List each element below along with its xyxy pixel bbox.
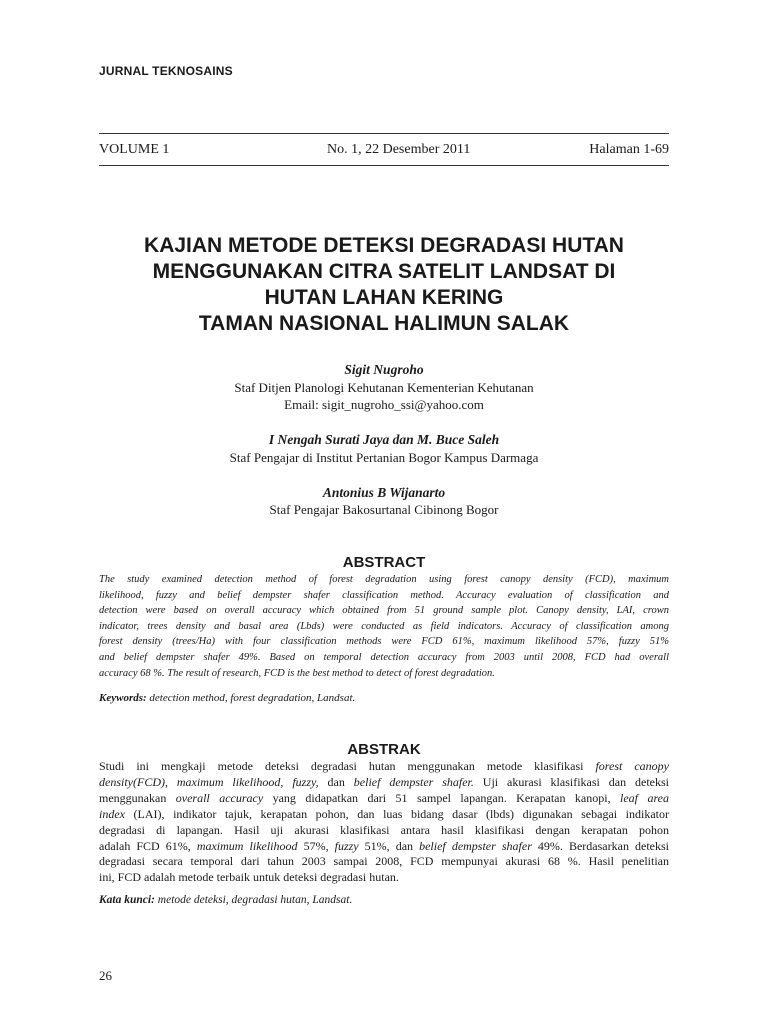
abstrak-line [99,823,669,839]
abstrak-term: leaf area [620,790,669,805]
kata-kunci-label: Kata kunci: [99,894,155,906]
abstract-line: accuracy 68 %. The result of research, FCD is the best method to detect of forest degradation. [99,667,495,679]
abstrak-term: maximum likelihood [196,838,298,853]
abstrak-line [99,854,669,870]
abstract-keywords [99,692,669,704]
abstrak-text: dan [318,774,354,789]
title-line: KAJIAN METODE DETEKSI DEGRADASI HUTAN [144,234,624,257]
abstrak-text: (LAI), indikator tajuk, kerapatan pohon, dan luas bidang dasar (lbds) digunakan sebagai indikator [125,806,669,821]
author-affiliation: Staf Ditjen Planologi Kehutanan Kementerian Kehutanan [234,380,534,395]
title-line: MENGGUNAKAN CITRA SATELIT LANDSAT DI [152,260,616,283]
abstrak-line [99,839,669,855]
abstrak-term: forest canopy [595,759,669,773]
abstrak-term: index [99,806,125,821]
author-name: I Nengah Surati Jaya dan M. Buce Saleh [268,432,500,447]
abstrak-text: degradasi secara temporal dari tahun 2003 sampai 2008, FCD mempunyai akurasi 68 %. Hasil penelitian [99,854,669,869]
abstract-heading: ABSTRACT [342,554,426,571]
kata-kunci-text: metode deteksi, degradasi hutan, Landsat. [154,894,353,906]
abstrak-text: 51%, dan [358,838,420,853]
abstract-line: likelihood, fuzzy and belief dempster shafer classification method. Accuracy evaluation of classification and [99,589,669,601]
abstrak-text: ini, FCD adalah metode terbaik untuk deteksi degradasi hutan. [99,870,399,885]
keywords-label: Keywords: [99,692,147,704]
abstrak-term: belief dempster shafer. [353,774,474,789]
abstrak-line [99,775,669,791]
abstrak-keywords [99,894,669,906]
abstrak-term: belief dempster shafer [419,838,532,853]
abstrak-heading: ABSTRAK [347,741,421,758]
abstrak-text: 49%. Berdasarkan deteksi [531,838,669,853]
abstrak-line [99,759,669,775]
abstract-line: detection were based on overall accuracy which obtained from 51 ground sample plot. Canopy density, LAI, crown [99,605,669,617]
author-affiliation: Staf Pengajar di Institut Pertanian Bogor Kampus Darmaga [229,450,539,465]
abstrak-text: Uji akurasi klasifikasi dan deteksi [473,774,669,789]
header-rule-top [99,133,669,134]
abstract-body [99,572,669,681]
author-name: Sigit Nugroho [344,362,424,377]
page-number: 26 [99,968,112,983]
abstrak-text: menggunakan [99,790,176,805]
abstrak-text: 57%, [297,838,335,853]
abstrak-text: adalah FCD 61%, [99,838,197,853]
author-affiliation: Staf Pengajar Bakosurtanal Cibinong Bogor [269,502,499,517]
abstrak-line [99,870,669,886]
title-line: HUTAN LAHAN KERING [264,286,504,309]
abstrak-line [99,807,669,823]
header-rule-bottom [99,165,669,166]
keywords-text: detection method, forest degradation, Landsat. [146,692,356,704]
abstrak-text: degradasi di lapangan. Hasil uji akurasi klasifikasi antara hasil klasifikasi dengan kerapatan pohon [99,822,669,837]
abstrak-term: fuzzy [334,838,359,853]
abstrak-text: yang didapatkan dari 51 sampel lapangan. Kerapatan kanopi, [263,790,621,805]
volume-label: VOLUME 1 [99,142,170,157]
article-title [99,233,669,337]
abstract-line: The study examined detection method of forest degradation using forest canopy density (FCD), maximum [99,574,669,585]
abstrak-line [99,791,669,807]
issue-label: No. 1, 22 Desember 2011 [327,142,471,157]
abstrak-term: overall accuracy [175,790,264,805]
author-name: Antonius B Wijanarto [322,485,446,500]
title-line: TAMAN NASIONAL HALIMUN SALAK [198,312,570,335]
abstrak-text: Studi ini mengkaji metode deteksi degradasi hutan menggunakan metode klasifikasi [99,759,596,773]
author-email: Email: sigit_nugroho_ssi@yahoo.com [284,397,484,412]
pages-label: Halaman 1-69 [589,142,669,157]
abstract-line: forest density (trees/Ha) with four classification methods were FCD 61%, maximum likelihood 57%, fuzzy 51% [99,636,669,648]
journal-name: JURNAL TEKNOSAINS [99,64,233,78]
abstract-line: and belief dempster shafer 49%. Based on temporal detection accuracy from 2003 until 2008, FCD had overall [99,651,669,663]
abstrak-term: density(FCD), maximum likelihood, fuzzy, [99,774,319,789]
abstract-line: indicator, trees density and basal area (Lbds) were conducted as field indicators. Accuracy of classification among [99,620,669,632]
abstrak-body [99,759,669,886]
